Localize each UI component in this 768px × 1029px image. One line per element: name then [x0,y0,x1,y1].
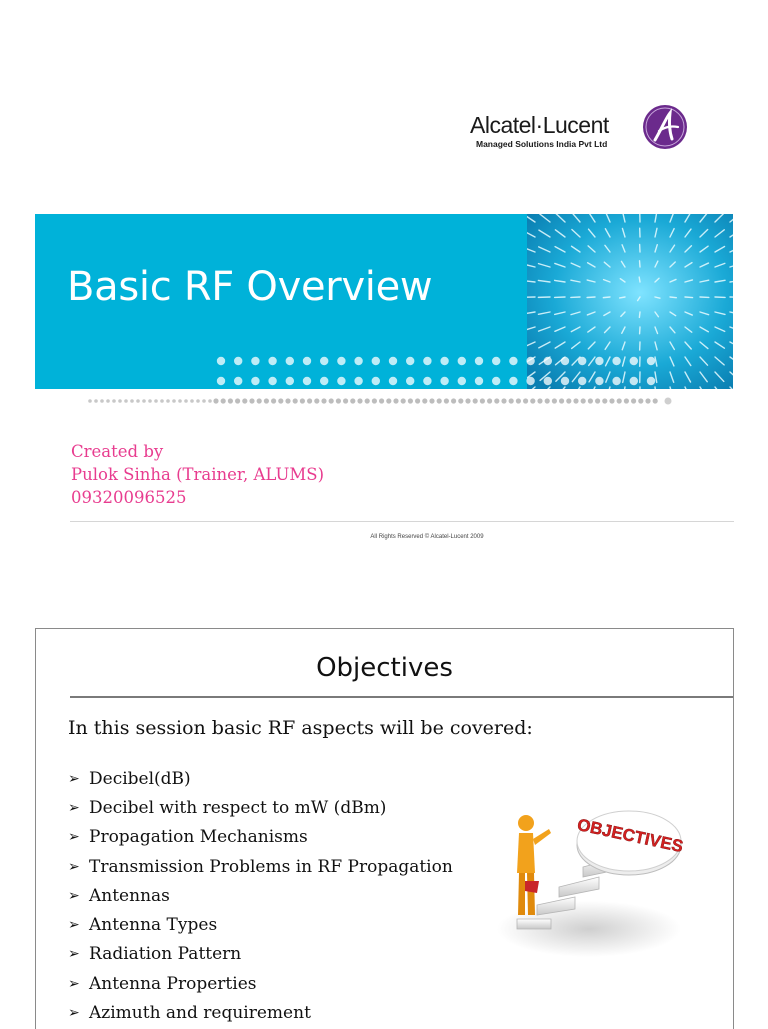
decorative-dot [458,398,463,403]
decorative-dot [321,398,326,403]
decorative-spike [670,297,676,298]
decorative-spike [639,312,640,317]
decorative-dot [437,398,442,403]
decorative-dot [264,398,269,403]
decorative-dot [501,398,506,403]
decorative-dot [624,398,629,403]
list-item: ➢ Decibel(dB) [68,764,453,793]
credits-block [71,440,324,509]
objectives-image-text: OBJECTIVES [575,815,684,856]
decorative-spike [603,297,610,298]
decorative-dot [329,398,334,403]
decorative-dot [602,398,607,403]
decorative-dot [631,398,636,403]
decorative-dot [235,398,240,403]
decorative-dot [365,398,370,403]
decorative-dot [100,399,104,403]
arrow-bullet-icon: ➢ [68,1005,89,1021]
decorative-dot [106,399,110,403]
decorative-spike [685,297,693,298]
decorative-dot [451,398,456,403]
decorative-dot [566,398,571,403]
slide-title: Objectives [36,653,733,683]
arrow-bullet-icon: ➢ [68,917,89,933]
decorative-dot [112,399,116,403]
decorative-dot [293,398,298,403]
decorative-dot [545,398,550,403]
decorative-dot [379,398,384,403]
decorative-dot [343,398,348,403]
decorative-spike [587,297,595,298]
decorative-dot [336,398,341,403]
arrow-bullet-icon: ➢ [68,800,89,816]
decorative-dot [516,398,521,403]
decorative-dot [196,399,200,403]
decorative-dot [581,398,586,403]
decorative-dot [487,398,492,403]
decorative-dot [523,398,528,403]
decorative-dot [350,398,355,403]
decorative-dot [130,399,134,403]
decorative-dot [242,398,247,403]
decorative-dot [118,399,122,403]
decorative-dot [257,398,262,403]
decorative-dot [94,399,98,403]
list-item: ➢ Antenna Properties [68,969,453,998]
decorative-dot [559,398,564,403]
decorative-dot [271,398,276,403]
objectives-slide [35,628,734,1029]
list-item: ➢ Azimuth and requirement [68,998,453,1027]
decorative-dot [278,398,283,403]
decorative-dot [653,398,658,403]
alcatel-lucent-logo-icon [642,104,688,150]
arrow-bullet-icon: ➢ [68,976,89,992]
alcatel-lucent-logo [470,104,690,154]
intro-text: In this session basic RF aspects will be covered: [68,717,533,739]
decorative-dot [465,398,470,403]
list-item: ➢ Transmission Problems in RF Propagation [68,852,453,881]
decorative-dot [314,398,319,403]
decorative-dot [202,399,206,403]
arrow-bullet-icon: ➢ [68,946,89,962]
arrow-bullet-icon: ➢ [68,829,89,845]
decorative-dot [665,398,672,405]
decorative-dot [401,398,406,403]
credits-author: Pulok Sinha (Trainer, ALUMS) [71,463,324,486]
decorative-dot [178,399,182,403]
decorative-dot [429,398,434,403]
decorative-dot [166,399,170,403]
list-item: ➢ Antenna Types [68,910,453,939]
decorative-dot [494,398,499,403]
decorative-dot [509,398,514,403]
objectives-list [68,764,453,1028]
decorative-dot [444,398,449,403]
decorative-dot [172,399,176,403]
logo-wordmark: Alcatel·Lucent [470,112,609,139]
decorative-dot [300,398,305,403]
decorative-dot [573,398,578,403]
arrow-bullet-icon: ➢ [68,771,89,787]
list-item: ➢ Radiation Pattern [68,940,453,969]
decorative-dot [609,398,614,403]
decorative-dot [588,398,593,403]
decorative-dot [645,398,650,403]
logo-subtitle: Managed Solutions India Pvt Ltd [476,139,607,149]
decorative-dot [372,398,377,403]
decorative-dot [595,398,600,403]
credits-phone: 09320096525 [71,486,324,509]
decorative-dot [249,398,254,403]
decorative-dot [473,398,478,403]
list-item: ➢ Antennas [68,881,453,910]
list-item: ➢ Decibel with respect to mW (dBm) [68,793,453,822]
decorative-dot [208,399,212,403]
arrow-bullet-icon: ➢ [68,859,89,875]
decorative-dot [124,399,128,403]
decorative-dot [422,398,427,403]
decorative-dot [530,398,535,403]
decorative-dot [184,399,188,403]
decorative-dot [415,398,420,403]
decorative-dot [142,399,146,403]
divider [70,521,734,522]
decorative-dot [357,398,362,403]
decorative-dot [88,399,92,403]
decorative-dot [552,398,557,403]
copyright-notice: All Rights Reserved © Alcatel-Lucent 2009 [0,534,768,540]
decorative-dot [213,398,218,403]
title-underline [70,696,733,698]
decorative-dot [617,398,622,403]
decorative-dot [228,398,233,403]
spiked-field-decoration [527,214,733,389]
decorative-dot [190,399,194,403]
decorative-dot [154,399,158,403]
decorative-dot [285,398,290,403]
objectives-illustration [489,769,685,961]
decorative-dot [537,398,542,403]
decorative-dot [221,398,226,403]
decorative-spike [639,277,640,282]
decorative-dot [148,399,152,403]
list-item: ➢ Propagation Mechanisms [68,823,453,852]
decorative-dot [136,399,140,403]
decorative-dot [393,398,398,403]
decorative-dot [408,398,413,403]
credits-created-by: Created by [71,440,324,463]
presentation-title: Basic RF Overview [67,264,432,310]
decorative-dot [307,398,312,403]
title-banner [35,214,733,389]
decorative-dot [638,398,643,403]
arrow-bullet-icon: ➢ [68,888,89,904]
decorative-dot [160,399,164,403]
decorative-spike [620,297,625,298]
decorative-dot [386,398,391,403]
decorative-dot [480,398,485,403]
